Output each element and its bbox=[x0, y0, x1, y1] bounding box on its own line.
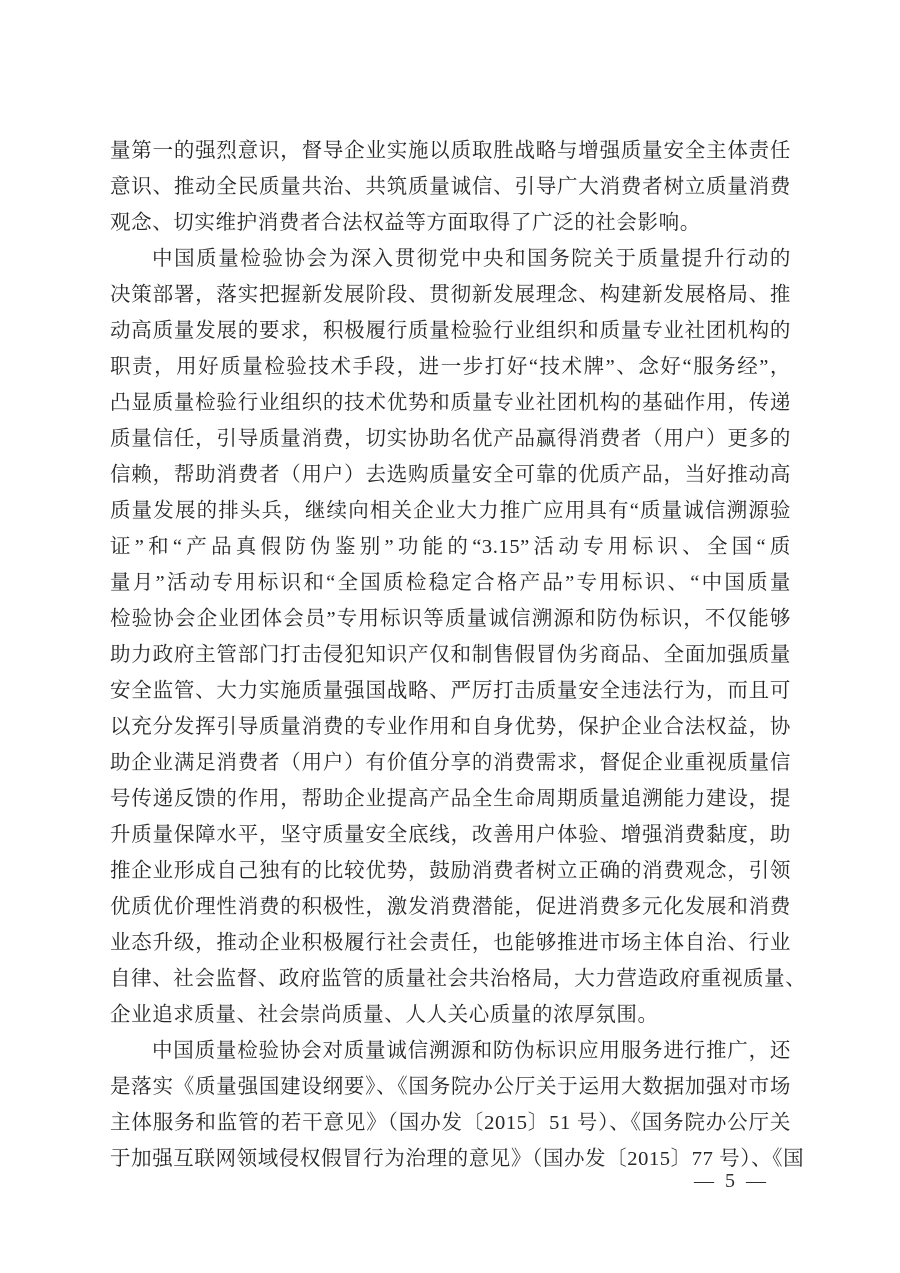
text-line: 凸显质量检验行业组织的技术优势和质量专业社团机构的基础作用，传递 bbox=[110, 392, 791, 414]
text-block bbox=[110, 133, 807, 1177]
text-line: 助力政府主管部门打击侵犯知识产仅和制售假冒伪劣商品、全面加强质量 bbox=[110, 644, 791, 666]
text-line: 中国质量检验协会为深入贯彻党中央和国务院关于质量提升行动的 bbox=[152, 248, 791, 270]
text-line: 业态升级，推动企业积极履行社会责任，也能够推进市场主体自治、行业 bbox=[110, 932, 791, 954]
text-line: 中国质量检验协会对质量诚信溯源和防伪标识应用服务进行推广，还 bbox=[152, 1040, 791, 1062]
text-line: 企业追求质量、社会崇尚质量、人人关心质量的浓厚氛围。 bbox=[110, 1004, 659, 1026]
paragraph bbox=[110, 241, 807, 1033]
text-line: 是落实《质量强国建设纲要》、《国务院办公厅关于运用大数据加强对市场 bbox=[110, 1076, 791, 1098]
text-line: 自律、社会监督、政府监管的质量社会共治格局，大力营造政府重视质量、 bbox=[110, 968, 807, 990]
text-line: 升质量保障水平，坚守质量安全底线，改善用户体验、增强消费黏度，助 bbox=[110, 824, 791, 846]
text-line: 证”和“产品真假防伪鉴别”功能的“3.15”活动专用标识、全国“质 bbox=[110, 536, 791, 558]
text-line: 意识、推动全民质量共治、共筑质量诚信、引导广大消费者树立质量消费 bbox=[110, 176, 791, 198]
text-line: 职责，用好质量检验技术手段，进一步打好“技术牌”、念好“服务经”， bbox=[110, 356, 791, 378]
text-line: 安全监管、大力实施质量强国战略、严厉打击质量安全违法行为，而且可 bbox=[110, 680, 791, 702]
text-line: 检验协会企业团体会员”专用标识等质量诚信溯源和防伪标识，不仅能够 bbox=[110, 608, 791, 630]
text-line: 质量信任，引导质量消费，切实协助名优产品赢得消费者（用户）更多的 bbox=[110, 428, 791, 450]
text-line: 于加强互联网领域侵权假冒行为治理的意见》（国办发〔2015〕77 号）、《国 bbox=[110, 1148, 805, 1170]
text-line: 助企业满足消费者（用户）有价值分享的消费需求，督促企业重视质量信 bbox=[110, 752, 791, 774]
text-line: 信赖，帮助消费者（用户）去选购质量安全可靠的优质产品，当好推动高 bbox=[110, 464, 791, 486]
text-line: 观念、切实维护消费者合法权益等方面取得了广泛的社会影响。 bbox=[110, 212, 701, 234]
text-line: 优质优价理性消费的积极性，激发消费潜能，促进消费多元化发展和消费 bbox=[110, 896, 791, 918]
page-number: — 5 — bbox=[694, 1170, 769, 1192]
text-line: 决策部署，落实把握新发展阶段、贯彻新发展理念、构建新发展格局、推 bbox=[110, 284, 791, 306]
text-line: 质量发展的排头兵，继续向相关企业大力推广应用具有“质量诚信溯源验 bbox=[110, 500, 791, 522]
paragraph bbox=[110, 1033, 805, 1177]
text-line: 量月”活动专用标识和“全国质检稳定合格产品”专用标识、“中国质量 bbox=[110, 572, 791, 594]
text-line: 号传递反馈的作用，帮助企业提高产品全生命周期质量追溯能力建设，提 bbox=[110, 788, 791, 810]
text-line: 推企业形成自己独有的比较优势，鼓励消费者树立正确的消费观念，引领 bbox=[110, 860, 791, 882]
text-line: 动高质量发展的要求，积极履行质量检验行业组织和质量专业社团机构的 bbox=[110, 320, 791, 342]
text-line: 以充分发挥引导质量消费的专业作用和自身优势，保护企业合法权益，协 bbox=[110, 716, 791, 738]
text-line: 主体服务和监管的若干意见》（国办发〔2015〕51 号）、《国务院办公厅关 bbox=[110, 1112, 791, 1134]
text-line: 量第一的强烈意识，督导企业实施以质取胜战略与增强质量安全主体责任 bbox=[110, 140, 791, 162]
paragraph bbox=[110, 133, 791, 241]
